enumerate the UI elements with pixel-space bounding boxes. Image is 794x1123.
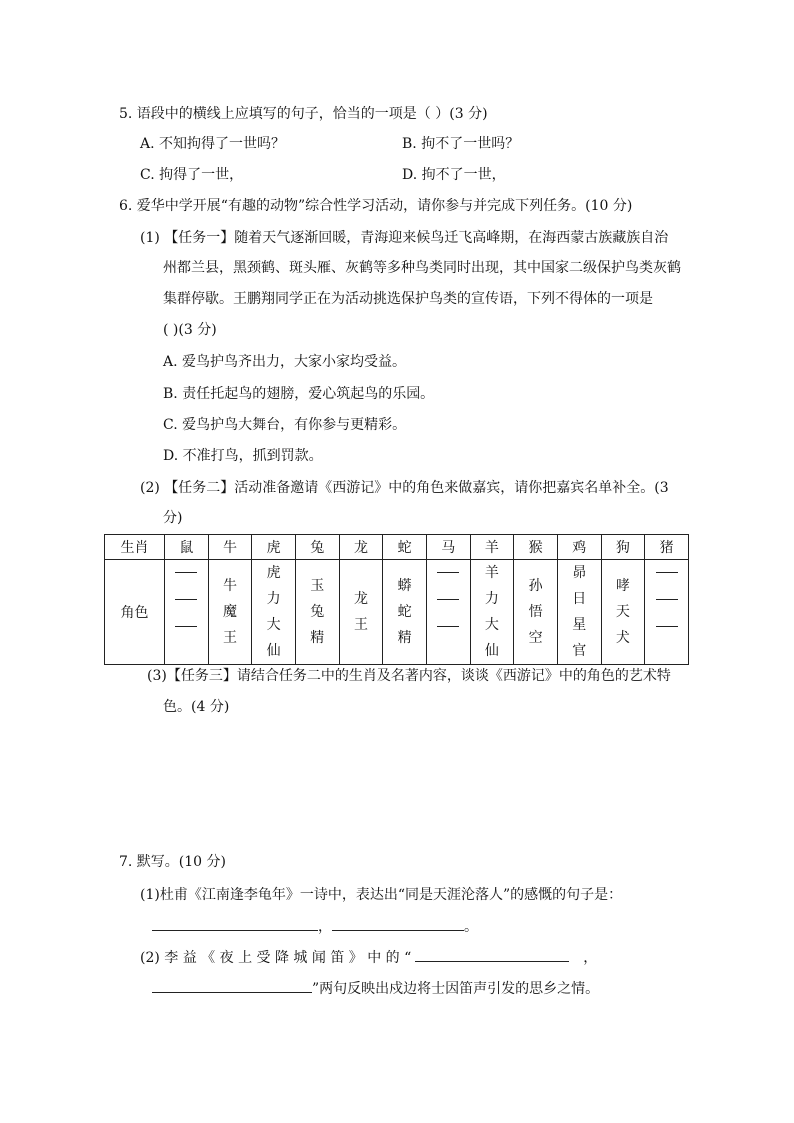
task1-option-b: B. 责任托起鸟的翅膀，爱心筑起鸟的乐园。	[163, 386, 435, 402]
role-cell	[514, 560, 558, 665]
question-7-stem: 7. 默写。(10 分)	[119, 854, 226, 870]
role-name: 哮天犬	[615, 578, 630, 646]
task1-line-3: 集群停歇。王鹏翔同学正在为活动挑选保护鸟类的宣传语，下列不得体的一项是	[163, 291, 653, 307]
role-name: 孙悟空	[528, 578, 543, 646]
role-cell	[208, 560, 252, 665]
zodiac-cell: 羊	[470, 535, 514, 560]
task1-line-2: 州都兰县，黑颈鹤、斑头雁、灰鹤等多种鸟类同时出现，其中国家二级保护鸟类灰鹤	[163, 260, 681, 276]
q7-part2-answer-line	[152, 978, 599, 999]
zodiac-cell: 猪	[645, 535, 689, 560]
task1-option-a: A. 爱鸟护鸟齐出力，大家小家均受益。	[163, 354, 407, 370]
answer-blank[interactable]	[415, 947, 569, 962]
row-label-cell: 角色	[105, 560, 165, 665]
role-row	[105, 560, 689, 665]
q5-option-b: B. 拘不了一世吗？	[402, 136, 520, 152]
zodiac-role-table	[104, 534, 689, 665]
q7-part2-line	[140, 947, 597, 968]
zodiac-cell: 龙	[339, 535, 383, 560]
zodiac-cell: 牛	[208, 535, 252, 560]
zodiac-cell: 马	[426, 535, 470, 560]
q7-part1-answer-line	[152, 916, 478, 937]
zodiac-cell: 狗	[601, 535, 645, 560]
zodiac-cell: 蛇	[383, 535, 427, 560]
q7-part1-line: (1)杜甫《江南逢李龟年》一诗中，表达出“同是天涯沦落人”的感慨的句子是：	[140, 887, 623, 903]
answer-blank[interactable]	[332, 916, 464, 931]
zodiac-cell: 鼠	[165, 535, 209, 560]
zodiac-cell: 兔	[295, 535, 339, 560]
task1-option-c: C. 爱鸟护鸟大舞台，有你参与更精彩。	[163, 417, 407, 433]
role-name: 虎力大仙	[266, 565, 281, 659]
role-cell	[383, 560, 427, 665]
task2-line-1: (2) 【任务二】活动准备邀请《西游记》中的角色来做嘉宾，请你把嘉宾名单补全。(3	[140, 480, 669, 496]
q7-part2-text: (2) 李 益 《 夜 上 受 降 城 闻 笛 》 中 的 “	[140, 950, 412, 966]
fill-in-blank[interactable]	[656, 570, 678, 651]
role-cell	[339, 560, 383, 665]
role-cell	[557, 560, 601, 665]
task3-line-1: (3)【任务三】请结合任务二中的生肖及名著内容，谈谈《西游记》中的角色的艺术特	[147, 668, 671, 684]
comma: ，	[318, 919, 332, 935]
answer-blank[interactable]	[152, 916, 318, 931]
task3-line-2: 色。(4 分)	[163, 699, 230, 715]
role-cell	[470, 560, 514, 665]
comma: ，	[583, 950, 598, 966]
role-blank-cell[interactable]	[645, 560, 689, 665]
fill-in-blank[interactable]	[437, 570, 459, 651]
q5-option-c: C. 拘得了一世，	[140, 167, 244, 183]
question-6-stem: 6. 爱华中学开展“有趣的动物”综合性学习活动，请你参与并完成下列任务。(10 分)	[119, 198, 633, 214]
role-blank-cell[interactable]	[165, 560, 209, 665]
task1-line-1: (1) 【任务一】随着天气逐渐回暖，青海迎来候鸟迁飞高峰期，在海西蒙古族藏族自治	[140, 230, 669, 246]
zodiac-header-row	[105, 535, 689, 560]
role-name: 蟒蛇精	[397, 578, 412, 646]
role-name: 玉兔精	[310, 578, 325, 646]
task1-option-d: D. 不准打鸟，抓到罚款。	[163, 448, 323, 464]
task2-line-2: 分)	[163, 510, 183, 526]
q7-part2-tail: ”两句反映出戍边将士因笛声引发的思乡之情。	[312, 981, 600, 997]
role-blank-cell[interactable]	[426, 560, 470, 665]
question-5-stem: 5. 语段中的横线上应填写的句子，恰当的一项是（ ）(3 分)	[119, 106, 488, 122]
answer-blank[interactable]	[152, 978, 312, 993]
zodiac-cell: 鸡	[557, 535, 601, 560]
role-name: 龙王	[353, 591, 368, 633]
role-name: 羊力大仙	[484, 565, 499, 659]
role-cell	[601, 560, 645, 665]
role-cell	[295, 560, 339, 665]
role-name: 牛魔王	[222, 578, 237, 646]
zodiac-cell: 猴	[514, 535, 558, 560]
task1-line-4: ( )(3 分)	[163, 322, 217, 338]
fill-in-blank[interactable]	[175, 570, 197, 651]
q5-option-d: D. 拘不了一世，	[402, 167, 506, 183]
header-label-cell: 生肖	[105, 535, 165, 560]
zodiac-cell: 虎	[252, 535, 296, 560]
q5-option-a: A. 不知拘得了一世吗？	[140, 136, 286, 152]
role-name: 昴日星官	[572, 565, 587, 659]
period: 。	[464, 919, 478, 935]
role-cell	[252, 560, 296, 665]
